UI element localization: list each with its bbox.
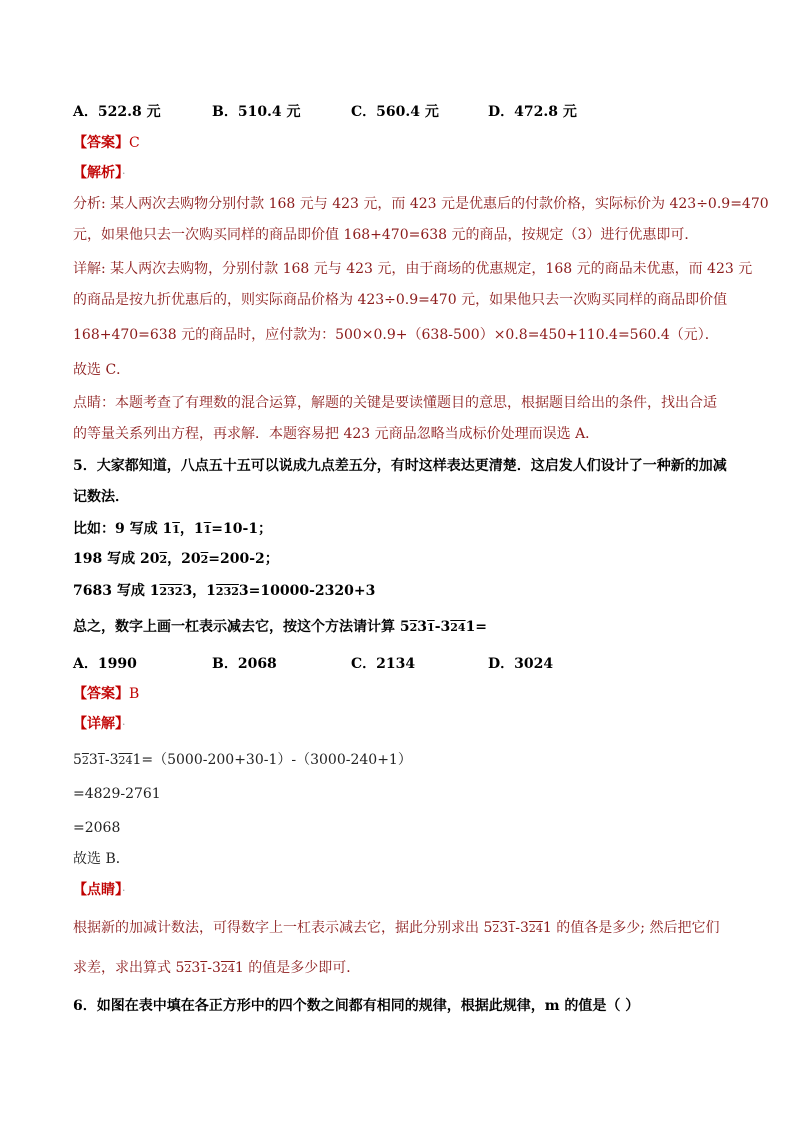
q5-choice-c: C．2134 bbox=[351, 656, 416, 672]
detail5-step-2: =2068 bbox=[73, 820, 121, 836]
detail5-expression: 5231-3241=（5000-200+30-1）-（3000-240+1） bbox=[73, 752, 412, 768]
q5-example-1: 比如：9 写成 11，11=10-1； bbox=[73, 521, 273, 537]
q5-choice-b: B．2068 bbox=[212, 656, 277, 672]
q6-text: 6．如图在表中填在各正方形中的四个数之间都有相同的规律，根据此规律，m 的值是（ ） bbox=[73, 998, 640, 1014]
q5-line-2: 记数法． bbox=[73, 489, 129, 505]
answer5-tag: 【答案】 bbox=[73, 686, 129, 702]
q5-line-1: 5．大家都知道，八点五十五可以说成九点差五分，有时这样表达更清楚．这启发人们设计了一种新的加减 bbox=[73, 458, 727, 474]
analysis4-line-8: 的等量关系列出方程，再求解．本题容易把 423 元商品忽略当成标价处理而误选 A． bbox=[73, 426, 600, 442]
point5-tag-row: 【点睛】· bbox=[73, 882, 126, 898]
q4-choice-d: D．472.8 元 bbox=[488, 104, 577, 120]
analysis4-line-5: 168+470=638 元的商品时，应付款为：500×0.9+（638-500）×0.8=450+110.4=560.4（元）． bbox=[73, 327, 719, 343]
answer4-value: C bbox=[129, 135, 140, 151]
analysis4-tag: 【解析】 bbox=[73, 165, 122, 181]
answer4-row bbox=[73, 133, 140, 153]
q5-choice-d: D．3024 bbox=[488, 656, 554, 672]
detail5-choose: 故选 B． bbox=[73, 851, 130, 867]
q4-choice-c: C．560.4 元 bbox=[351, 104, 439, 120]
answer5-value: B bbox=[129, 686, 140, 702]
point5-tag: 【点睛】 bbox=[73, 882, 122, 898]
q4-choice-a: A．522.8 元 bbox=[73, 104, 161, 120]
analysis4-line-1: 分析: 某人两次去购物分别付款 168 元与 423 元，而 423 元是优惠后的付款价格，实际标价为 423÷0.9=470 bbox=[73, 196, 769, 212]
point5-line-1: 根据新的加减计数法，可得数字上一杠表示减去它，据此分别求出 5231-3241 的值各是多少; 然后把它们 bbox=[73, 920, 720, 936]
q5-choice-a: A．1990 bbox=[73, 656, 137, 672]
detail5-tag-row: 【详解】· bbox=[73, 716, 126, 732]
q5-summary: 总之，数字上画一杠表示减去它，按这个方法请计算 5231-3241= bbox=[73, 619, 488, 635]
analysis4-line-3: 详解: 某人两次去购物，分别付款 168 元与 423 元，由于商场的优惠规定，168 元的商品未优惠，而 423 元 bbox=[73, 261, 753, 277]
q5-example-3: 7683 写成 12323，12323=10000-2320+3 bbox=[73, 583, 376, 599]
q5-example-2: 198 写成 202，202=200-2； bbox=[73, 551, 279, 567]
point5-line-2: 求差，求出算式 5231-3241 的值是多少即可． bbox=[73, 960, 361, 976]
analysis4-line-6: 故选 C． bbox=[73, 362, 131, 378]
analysis4-line-2: 元，如果他只去一次购买同样的商品即价值 168+470=638 元的商品，按规定（3）进行优惠即可． bbox=[73, 227, 699, 243]
q4-choice-b: B．510.4 元 bbox=[212, 104, 301, 120]
detail5-tag: 【详解】 bbox=[73, 716, 122, 732]
detail5-step-1: =4829-2761 bbox=[73, 786, 161, 802]
analysis4-line-4: 的商品是按九折优惠后的，则实际商品价格为 423÷0.9=470 元，如果他只去一次购买同样的商品即价值 bbox=[73, 292, 728, 308]
analysis4-line-7: 点睛：本题考查了有理数的混合运算，解题的关键是要读懂题目的意思，根据题目给出的条件，找出合适 bbox=[73, 395, 717, 411]
answer5-row bbox=[73, 684, 139, 704]
analysis4-tag-row: 【解析】· bbox=[73, 165, 126, 181]
answer4-tag: 【答案】 bbox=[73, 135, 129, 151]
